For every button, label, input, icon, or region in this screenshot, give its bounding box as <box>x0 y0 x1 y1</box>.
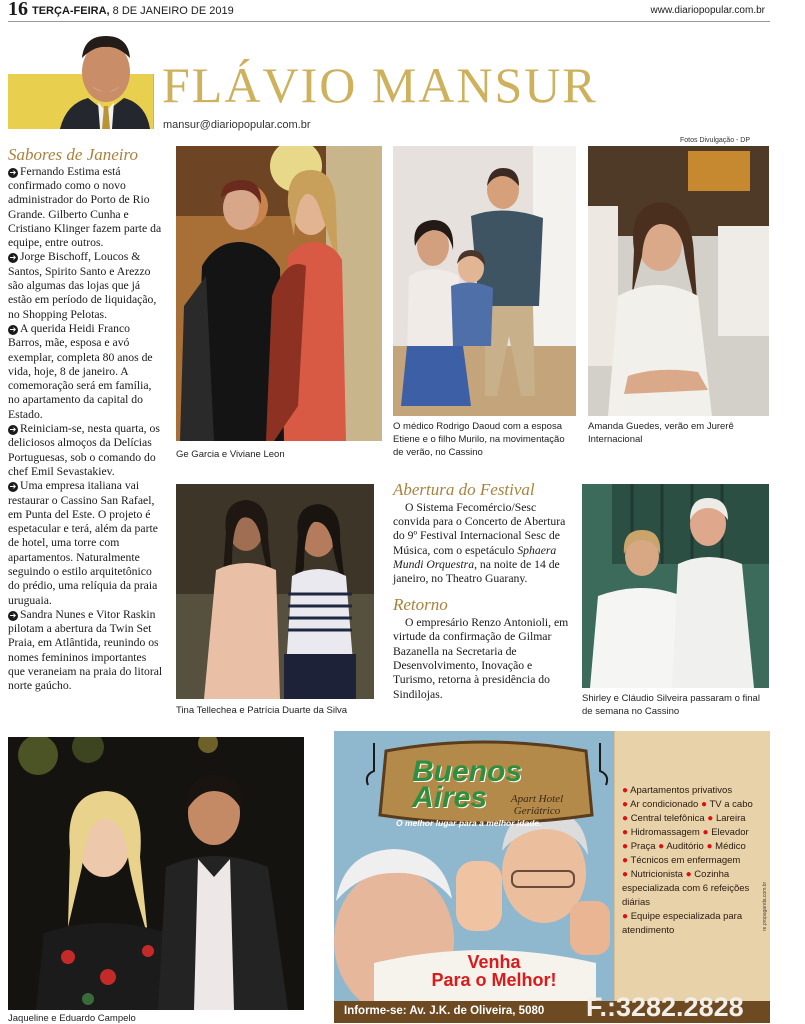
retorno-title: Retorno <box>393 595 448 615</box>
news-item: ➔ A querida Heidi Franco Barros, mãe, esposa e avó exemplar, completa 80 anos de vida, hoje, 8 de janeiro. A comemoração será em família, no apartamento da capital do Estado. <box>8 321 153 421</box>
caption-jaqueline: Jaqueline e Eduardo Campelo <box>8 1013 136 1024</box>
masthead-divider <box>153 74 154 129</box>
brand-sub <box>502 793 572 817</box>
venha-line2: Para o Melhor! <box>431 970 557 990</box>
photo-credit: Fotos Divulgação - DP <box>680 137 751 144</box>
header-rule <box>8 21 770 22</box>
features-title: ● Apartamentos privativos <box>622 785 733 796</box>
column-title: FLÁVIO MANSUR <box>162 57 598 113</box>
caption-amanda: Amanda Guedes, verão em Jurerê Internacional <box>588 421 734 445</box>
feature-row: ● Técnicos em enfermagem <box>622 855 741 866</box>
weekday: TERÇA-FEIRA, <box>32 5 110 17</box>
arrow-icon: ➔ <box>9 324 17 334</box>
news-item: ➔ Reiniciam-se, nesta quarta, os deliciosos almoços da Delícias Portuguesas, sob o comando do chef Emil Sevastakiev. <box>8 422 160 478</box>
venha-line1: Venha <box>467 952 521 972</box>
feature-row: ● Central telefônica ● Lareira <box>622 813 746 824</box>
ad-credit: re.propaganda.com.br <box>762 881 768 931</box>
date: 8 DE JANEIRO DE 2019 <box>112 5 234 17</box>
caption-rodrigo: O médico Rodrigo Daoud com a esposa Etiene e o filho Murilo, na movimentação de verão, no Cassino <box>393 421 565 458</box>
caption-ge: Ge Garcia e Viviane Leon <box>176 449 285 460</box>
news-item: ➔ Fernando Estima está confirmado como o novo administrador do Porto de Rio Grande. Gilberto Cunha e Cristiano Klinger fazem parte da equipe, entre outros. <box>8 164 162 250</box>
feature-row: ● Ar condicionado ● TV a cabo <box>622 799 753 810</box>
dateline <box>32 5 234 17</box>
feature-row: ● Equipe especializada para atendimento <box>622 911 743 936</box>
sabores-list <box>8 165 166 694</box>
photo-shirley-claudio <box>582 484 769 688</box>
abertura-title: Abertura do Festival <box>393 480 535 499</box>
photo-rodrigo-family <box>393 146 576 416</box>
brand-line2: Aires <box>412 781 488 814</box>
caption-shirley: Shirley e Cláudio Silveira passaram o final de semana no Cassino <box>582 693 760 717</box>
ad-slogan: O melhor lugar para a melhor idade. <box>396 818 542 828</box>
arrow-icon: ➔ <box>9 425 17 435</box>
ad-phone[interactable]: F.:3282.2828 <box>586 992 744 1022</box>
brand-line1: Buenos <box>412 755 523 788</box>
arrow-icon: ➔ <box>9 253 17 263</box>
abertura-text: O Sistema Fecomércio/Sesc convida para o Concerto de Abertura do 9º Festival Internacional Sesc de Música, com o espetáculo Sphaera Mundi Orquestra, na noite de 14 de janeiro, no Theatro Guarany. <box>393 500 566 586</box>
news-item: ➔ Jorge Bischoff, Loucos & Santos, Spirito Santo e Arezzo são algumas das lojas que já estão em período de liquidação, no Shopping Pelotas. <box>8 250 157 321</box>
arrow-icon: ➔ <box>9 167 17 177</box>
brand-sub2: Geriátrico <box>513 805 561 817</box>
venha-text <box>394 953 594 989</box>
arrow-icon: ➔ <box>9 482 17 492</box>
sabores-title: Sabores de Janeiro <box>8 145 138 164</box>
photo-amanda-guedes <box>588 146 769 416</box>
columnist-email[interactable]: mansur@diariopopular.com.br <box>163 119 311 131</box>
sabores-column <box>8 146 166 694</box>
arrow-icon: ➔ <box>9 610 17 620</box>
feature-row: ● Nutricionista ● Cozinha especializada com 6 refeições diárias <box>622 869 750 908</box>
site-url[interactable]: www.diariopopular.com.br <box>650 5 765 16</box>
bullet-icon: ● <box>622 785 629 796</box>
middle-column <box>393 481 573 702</box>
photo-ge-garcia <box>176 146 382 441</box>
ad-address: Informe-se: Av. J.K. de Oliveira, 5080 <box>344 1005 545 1017</box>
photo-tina-patricia <box>176 484 374 699</box>
photo-jaqueline-eduardo <box>8 737 304 1010</box>
retorno-text: O empresário Renzo Antonioli, em virtude da confirmação de Gilmar Bazanella na Secretaria de Desenvolvimento, Inovação e Turismo, retorna à presidência do Sindilojas. <box>393 616 569 701</box>
feature-row: ● Praça ● Auditório ● Médico <box>622 841 746 852</box>
caption-tina: Tina Tellechea e Patrícia Duarte da Silva <box>176 705 348 716</box>
columnist-portrait <box>58 28 152 129</box>
feature-row: ● Hidromassagem ● Elevador <box>622 827 749 838</box>
page-number: 16 <box>8 0 28 20</box>
news-item: ➔ Sandra Nunes e Vitor Raskin pilotam a abertura da Twin Set Praia, em Atlântida, reunindo os nomes femininos importantes que veraneiam na praia do litoral norte gaúcho. <box>8 607 163 693</box>
brand-sub1: Apart Hotel <box>510 793 564 805</box>
ad-features <box>622 784 770 938</box>
news-item: ➔ Uma empresa italiana vai restaurar o Cassino San Rafael, em Punta del Este. O projeto é espetacular e terá, além da parte de hotel, uma torre com apartamentos. Naturalmente seguindo o estilo arquitetônico do prédio, uma relíquia da praia uruguaia. <box>8 479 158 607</box>
